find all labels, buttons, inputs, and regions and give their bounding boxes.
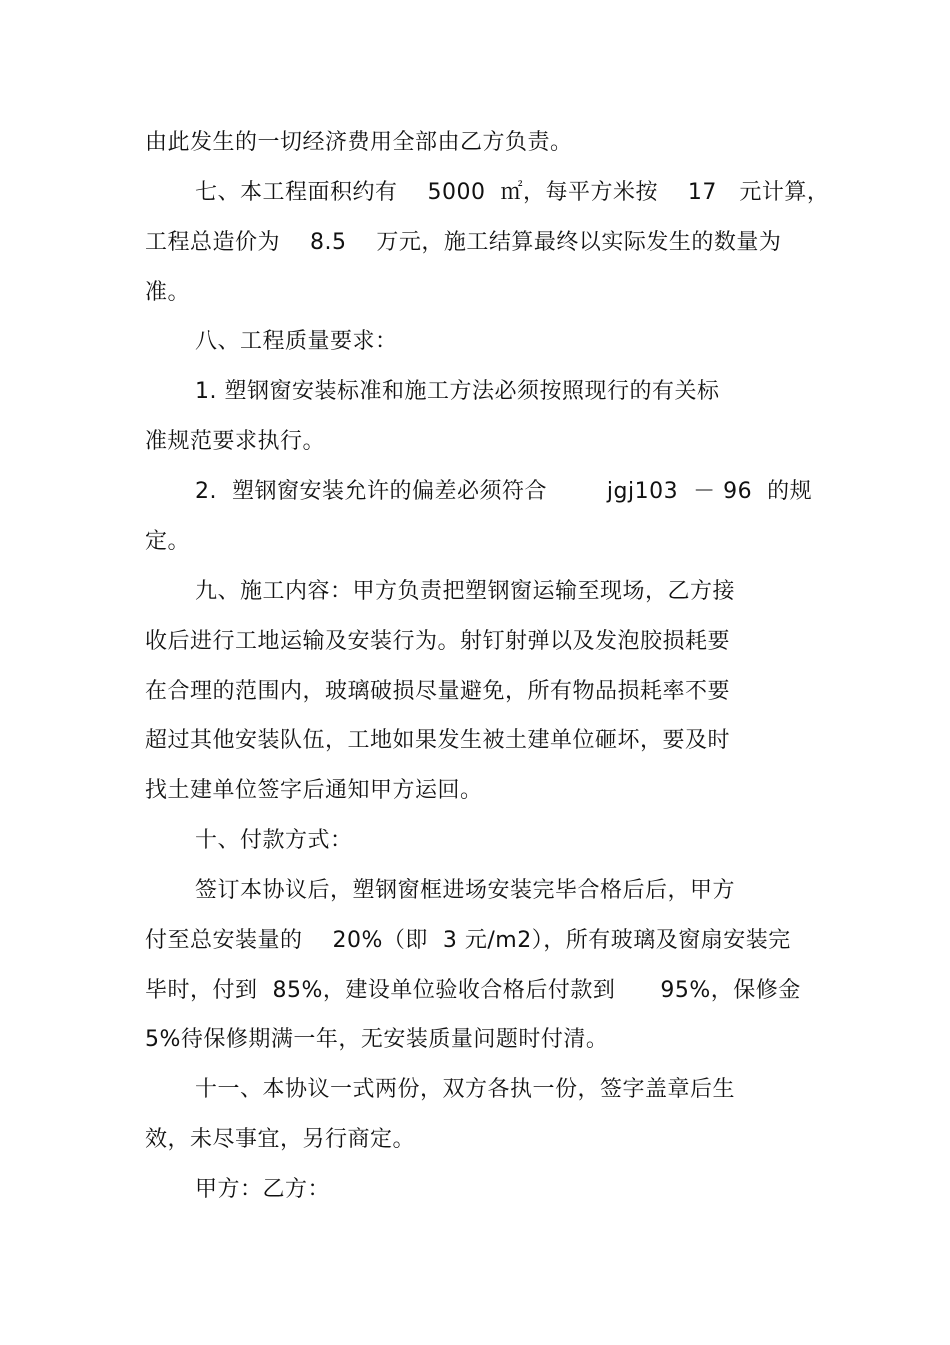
text-line-10: 九、施工内容：甲方负责把塑钢窗运输至现场，乙方接 — [195, 579, 736, 604]
text-line-7: 准规范要求执行。 — [145, 429, 326, 454]
text-line-14: 找土建单位签字后通知甲方运回。 — [145, 778, 483, 803]
text-line-11: 收后进行工地运输及安装行为。射钉射弹以及发泡胶损耗要 — [145, 629, 731, 654]
text-line-18: 毕时，付到 85%，建设单位验收合格后付款到 95%，保修金 — [145, 978, 801, 1003]
text-line-3: 工程总造价为 8.5 万元，施工结算最终以实际发生的数量为 — [145, 230, 782, 255]
text-line-17: 付至总安装量的 20%（即 3 元/m2），所有玻璃及窗扇安装完 — [145, 928, 791, 953]
text-line-8: 2. 塑钢窗安装允许的偏差必须符合 jgj103 － 96 的规 — [195, 479, 813, 504]
text-line-22: 甲方：乙方： — [195, 1177, 331, 1202]
text-line-12: 在合理的范围内，玻璃破损尽量避免，所有物品损耗率不要 — [145, 679, 731, 704]
text-line-5: 八、工程质量要求： — [195, 329, 398, 354]
text-line-21: 效，未尽事宜，另行商定。 — [145, 1127, 416, 1152]
text-line-1: 由此发生的一切经济费用全部由乙方负责。 — [145, 130, 573, 155]
text-line-9: 定。 — [145, 529, 191, 554]
text-line-19: 5%待保修期满一年，无安装质量问题时付清。 — [145, 1027, 609, 1052]
text-line-20: 十一、本协议一式两份，双方各执一份，签字盖章后生 — [195, 1077, 736, 1102]
text-line-4: 准。 — [145, 280, 191, 305]
text-line-15: 十、付款方式： — [195, 828, 353, 853]
text-line-2: 七、本工程面积约有 5000 ㎡，每平方米按 17 元计算， — [195, 180, 830, 205]
text-line-6: 1. 塑钢窗安装标准和施工方法必须按照现行的有关标 — [195, 379, 720, 404]
text-line-16: 签订本协议后，塑钢窗框进场安装完毕合格后后，甲方 — [195, 878, 736, 903]
text-line-13: 超过其他安装队伍，工地如果发生被土建单位砸坏，要及时 — [145, 728, 731, 753]
